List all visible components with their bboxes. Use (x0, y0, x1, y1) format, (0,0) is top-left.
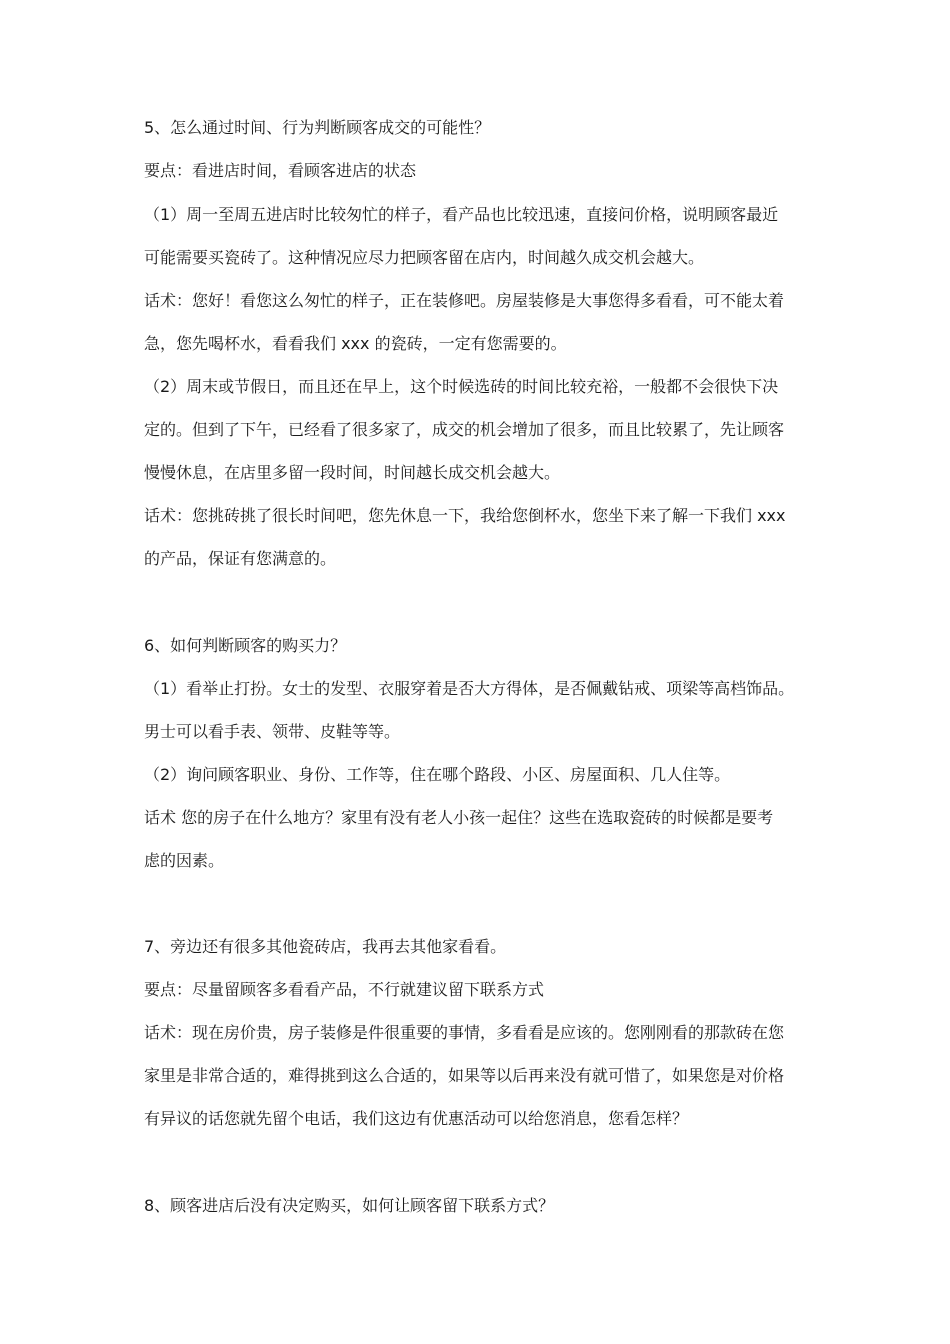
heading-q8: 8、顾客进店后没有决定购买，如何让顾客留下联系方式？ (144, 1196, 555, 1215)
paragraph-line: （1）看举止打扮。女士的发型、衣服穿着是否大方得体，是否佩戴钻戒、项梁等高档饰品。 (144, 679, 795, 698)
paragraph-line: 可能需要买瓷砖了。这种情况应尽力把顾客留在店内，时间越久成交机会越大。 (144, 248, 705, 267)
paragraph-line: 慢慢休息，在店里多留一段时间，时间越长成交机会越大。 (144, 463, 561, 482)
paragraph-line: 定的。但到了下午，已经看了很多家了，成交的机会增加了很多，而且比较累了，先让顾客 (144, 420, 785, 439)
script-line: 虑的因素。 (144, 851, 225, 870)
script-line: 话术：您挑砖挑了很长时间吧，您先休息一下，我给您倒杯水，您坐下来了解一下我们 xxx (144, 506, 786, 525)
script-line: 的产品，保证有您满意的。 (144, 549, 337, 568)
heading-q6: 6、如何判断顾客的购买力？ (144, 636, 347, 655)
script-line: 急，您先喝杯水，看看我们 xxx 的瓷砖，一定有您需要的。 (144, 334, 567, 353)
script-line: 话术 您的房子在什么地方？家里有没有老人小孩一起住？这些在选取瓷砖的时候都是要考 (144, 808, 774, 827)
keypoint-q7: 要点：尽量留顾客多看看产品，不行就建议留下联系方式 (144, 980, 545, 999)
heading-q5: 5、怎么通过时间、行为判断顾客成交的可能性？ (144, 118, 491, 137)
heading-q7: 7、旁边还有很多其他瓷砖店，我再去其他家看看。 (144, 937, 507, 956)
script-line: 话术：您好！看您这么匆忙的样子，正在装修吧。房屋装修是大事您得多看看，可不能太着 (144, 291, 785, 310)
paragraph-line: 男士可以看手表、领带、皮鞋等等。 (144, 722, 401, 741)
keypoint-q5: 要点：看进店时间，看顾客进店的状态 (144, 161, 417, 180)
script-line: 家里是非常合适的，难得挑到这么合适的，如果等以后再来没有就可惜了，如果您是对价格 (144, 1066, 785, 1085)
paragraph-line: （2）询问顾客职业、身份、工作等，住在哪个路段、小区、房屋面积、几人住等。 (144, 765, 731, 784)
script-line: 有异议的话您就先留个电话，我们这边有优惠活动可以给您消息，您看怎样？ (144, 1109, 689, 1128)
paragraph-line: （2）周末或节假日，而且还在早上，这个时候选砖的时间比较充裕，一般都不会很快下决 (144, 377, 779, 396)
paragraph-line: （1）周一至周五进店时比较匆忙的样子，看产品也比较迅速，直接问价格，说明顾客最近 (144, 205, 779, 224)
script-line: 话术：现在房价贵，房子装修是件很重要的事情，多看看是应该的。您刚刚看的那款砖在您 (144, 1023, 785, 1042)
